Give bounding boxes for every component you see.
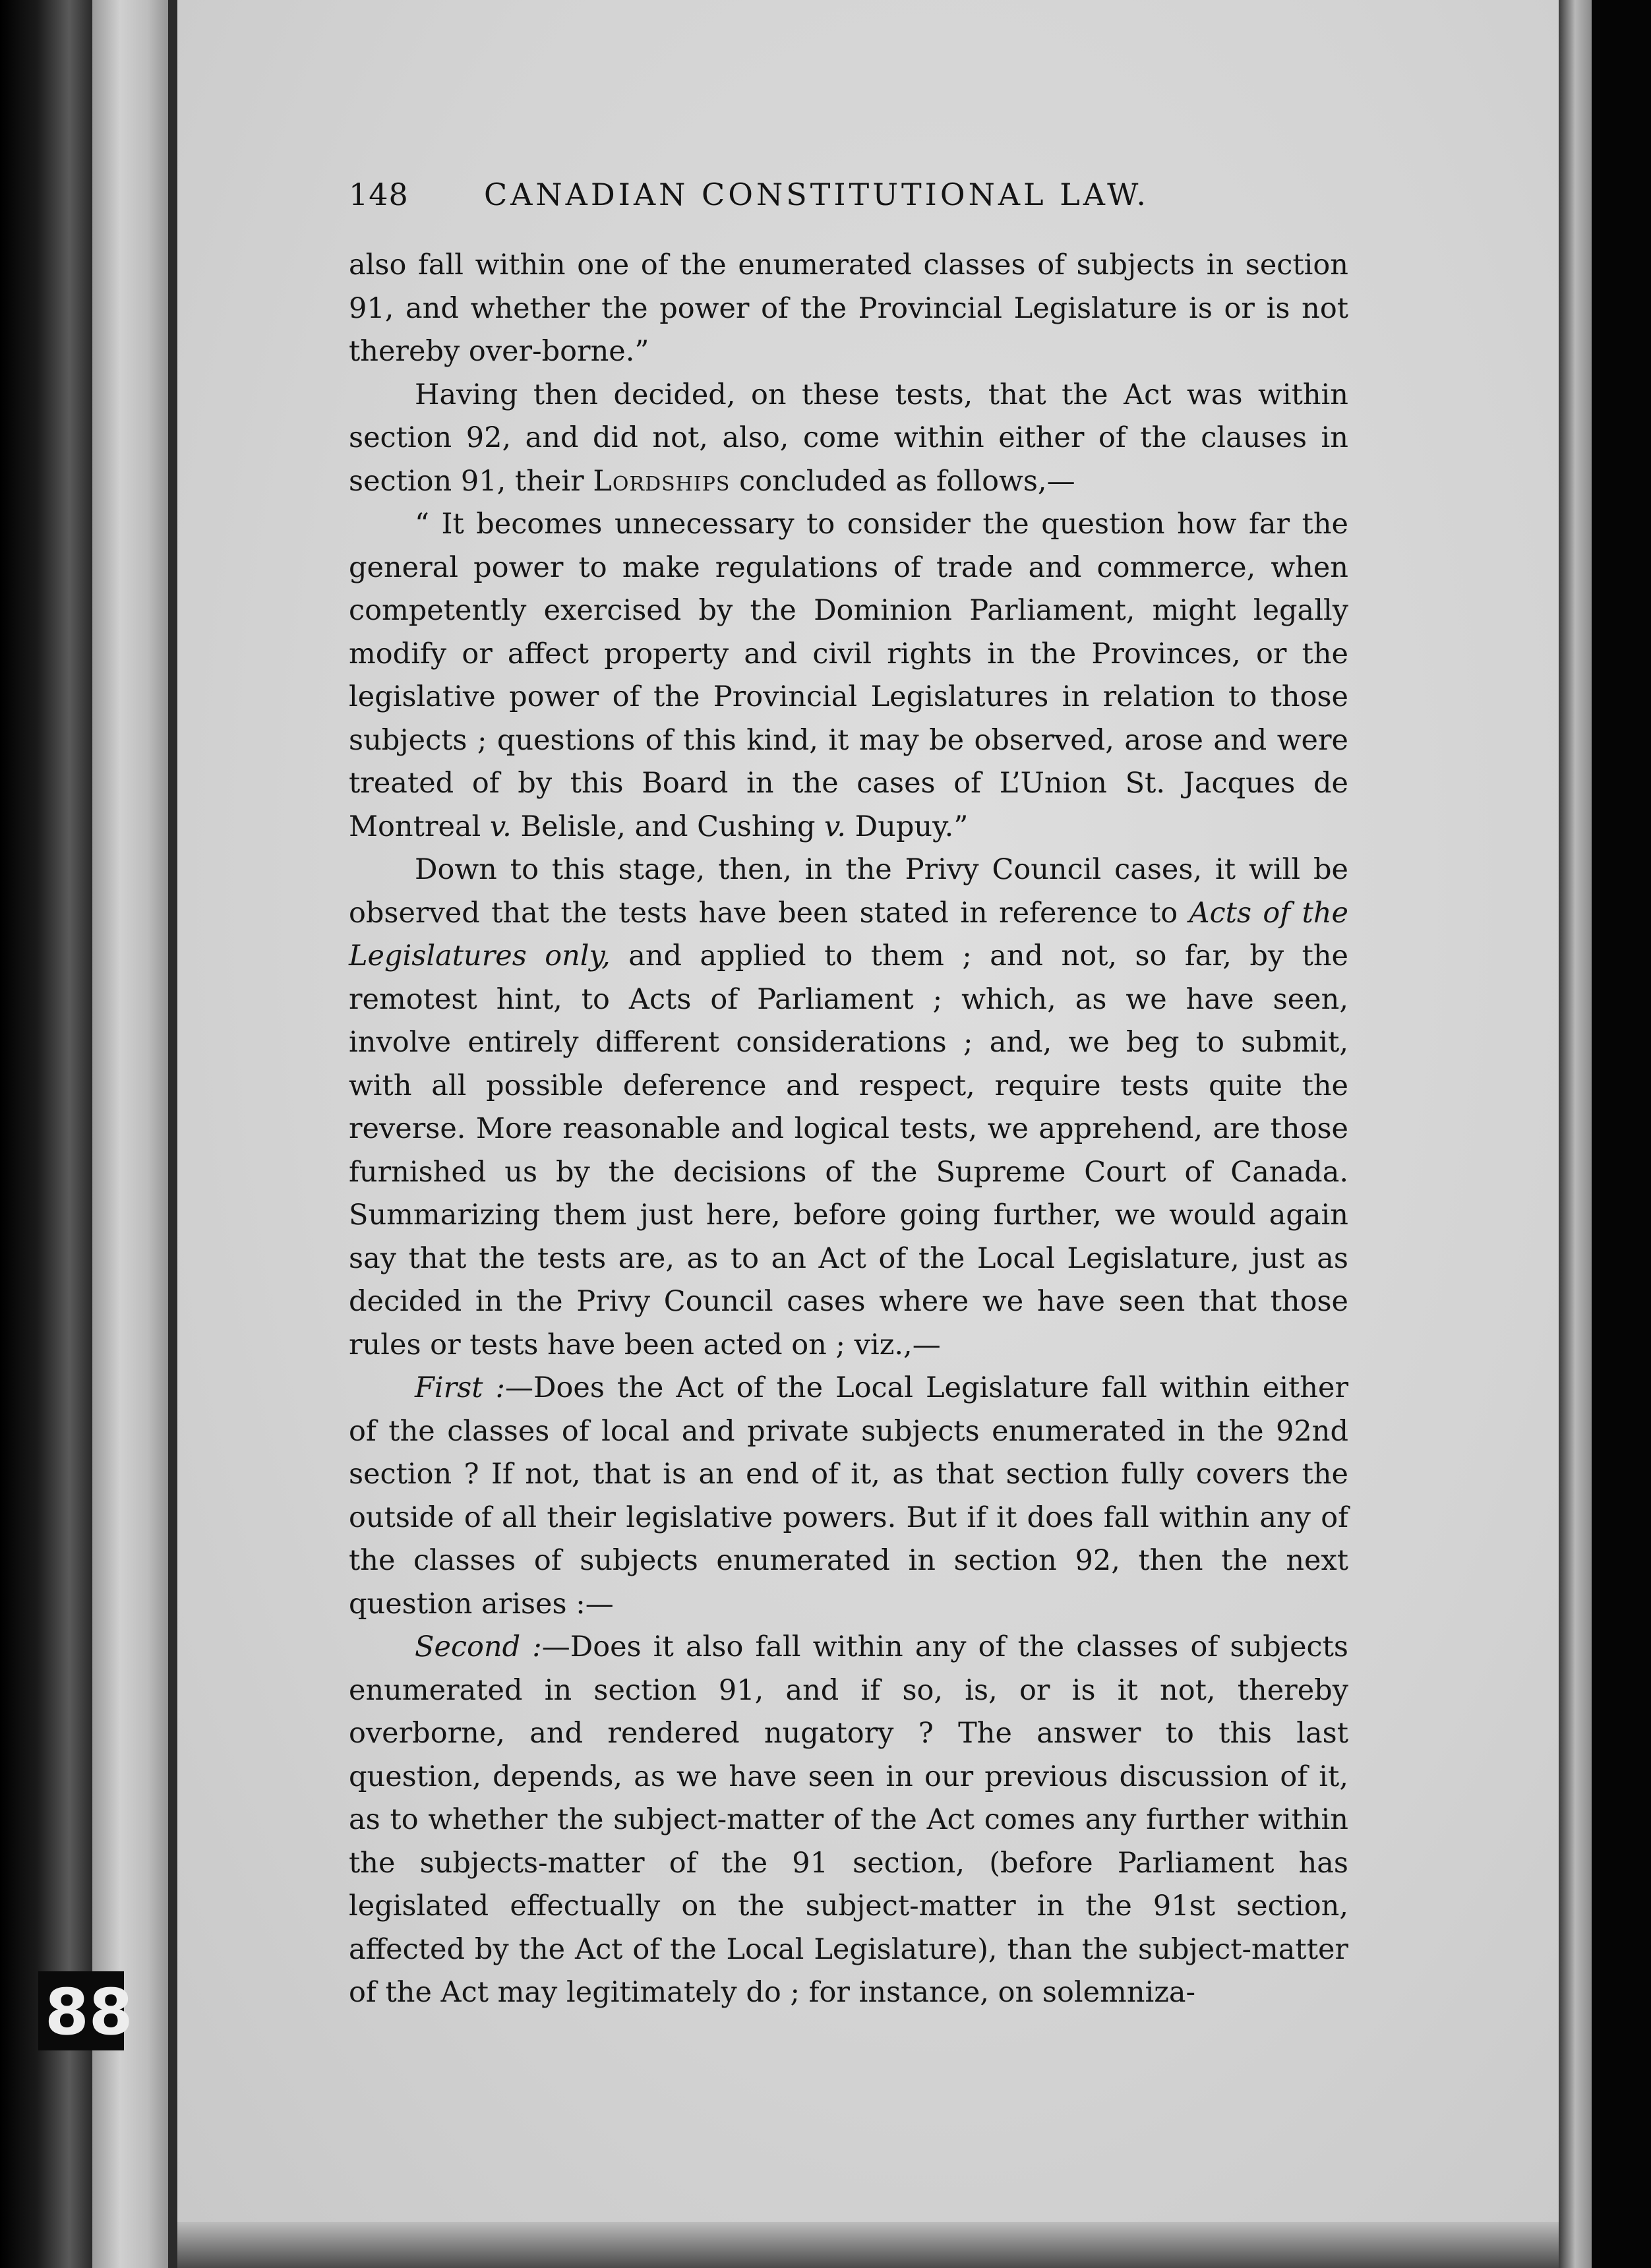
scan-bottom-edge [177,2222,1559,2268]
binding-line [168,0,177,2268]
small-caps-lordships: Lordships [593,464,731,498]
paragraph-privy-council: Down to this stage, then, in the Privy Council cases, it will be observed that the tests have been stated in reference to Acts of the Legislatures only, and applied to them ; and not, so far, by the remotest hint, to Acts of Parliament ; which, as we have seen, involve entirely different considerations ; and, we beg to submit, with all possible deference and respect, require tests quite the reverse. More reasonable and logical tests, we apprehend, are those furnished us by the decisions of the Supreme Court of Canada. Summarizing them just here, before going further, we would again say that the tests are, as to an Act of the Local Legislature, just as decided in the Privy Council cases where we have seen that those rules or tests have been acted on ; viz.,— [349,853,1348,1361]
scan-left-edge [0,0,92,2268]
page-right-edge [1559,0,1592,2268]
margin-stamp-text: 88 [45,1975,133,2049]
page-number: 148 [349,177,409,212]
paragraph-second-test: Second :—Does it also fall within any of the classes of subjects enumerated in section 91, and if so, is, or is it not, thereby overborne, and rendered nugatory ? The answer to this last question, depends, as we have seen in our previous discussion of it, as to whether the subject-matter of the Act comes any further within the subjects-matter of the 91 section, (before Parliament has legislated effectually on the subject-matter in the 91st section, affected by the Act of the Local Legislature), than the subject-matter of the Act may legitimately do ; for instance, on solemniza- [349,1630,1348,2009]
binding-strip [92,0,171,2268]
paragraph-lordships: Having then decided, on these tests, that the Act was within section 92, and did not, also, come within either of the clauses in section 91, their Lordships concluded as follows,— [349,378,1348,498]
margin-stamp-icon [38,1971,133,2050]
scan-right-margin [1592,0,1651,2268]
paragraph-quotation: “ It becomes unnecessary to consider the question how far the general power to make regulations of trade and commerce, when competently exercised by the Dominion Parliament, might legally modify or affect property and civil rights in the Provinces, or the legislative power of the Provincial Legislatures in relation to those subjects ; questions of this kind, it may be observed, arose and were treated of by this Board in the cases of L’Union St. Jacques de Montreal v. Belisle, and Cushing v. Dupuy.” [349,508,1348,843]
paragraph-continued: also fall within one of the enumerated classes of subjects in section 91, and whether the power of the Provincial Legislature is or is not thereby over-borne.” [349,249,1348,368]
page-header [349,177,1377,223]
versus-italic: v. [489,810,512,843]
paragraph-first-test: First :—Does the Act of the Local Legislature fall within either of the classes of local and private subjects enumerated in the 92nd section ? If not, that is an end of it, as that section fully covers the outside of all their legislative powers. But if it does fall within any of the classes of subjects enumerated in section 92, then the next question arises :— [349,1371,1348,1621]
running-head: CANADIAN CONSTITUTIONAL LAW. [484,177,1149,212]
body-text [349,244,1348,2015]
italic-acts-of-legislatures: Acts of the Legislatures only, [349,896,1348,972]
versus-italic: v. [824,810,847,843]
italic-second: Second : [415,1630,542,1663]
italic-first: First : [415,1371,506,1404]
